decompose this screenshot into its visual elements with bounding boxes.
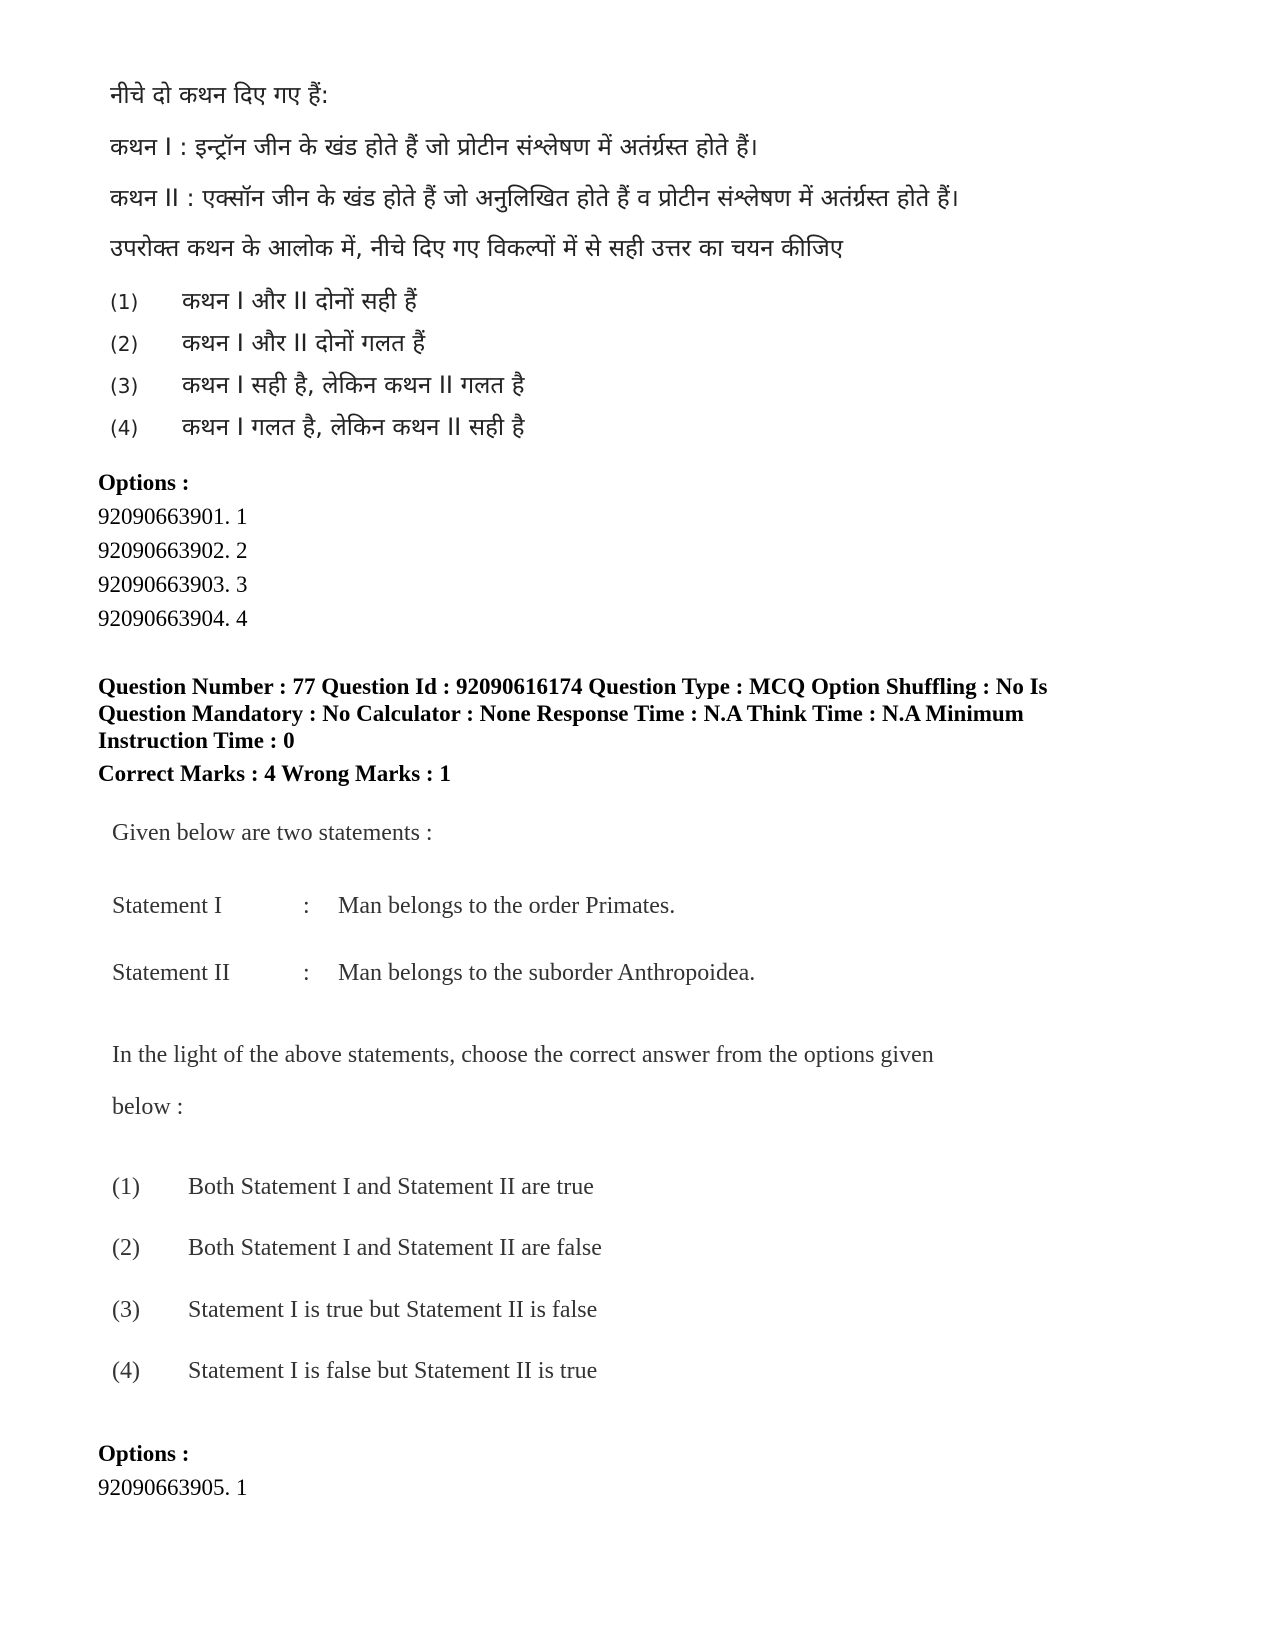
english-option-text: Both Statement I and Statement II are true xyxy=(188,1174,594,1200)
hindi-option-number: (1) xyxy=(110,290,139,314)
option-item: 92090663903. 3 xyxy=(98,572,248,597)
hindi-option-text: कथन I और II दोनों सही हैं xyxy=(182,287,417,315)
statement-1-colon: : xyxy=(303,893,310,919)
hindi-option-number: (2) xyxy=(110,332,139,356)
hindi-option xyxy=(110,284,417,317)
options-list xyxy=(98,500,248,636)
question-marks: Correct Marks : 4 Wrong Marks : 1 xyxy=(98,761,451,786)
statement-2-text: Man belongs to the suborder Anthropoidea. xyxy=(338,960,756,986)
english-option-text: Statement I is true but Statement II is false xyxy=(188,1297,598,1323)
statement-2-label: Statement II xyxy=(112,960,230,986)
english-option-text: Statement I is false but Statement II is true xyxy=(188,1358,598,1384)
statement-1-text: Man belongs to the order Primates. xyxy=(338,893,676,919)
hindi-option xyxy=(110,410,524,443)
option-item: 92090663901. 1 xyxy=(98,504,248,529)
statement-1-label: Statement I xyxy=(112,893,222,919)
hindi-intro: नीचे दो कथन दिए गए हैं: xyxy=(110,81,329,109)
option-item: 92090663904. 4 xyxy=(98,606,248,631)
english-instruction-line-2: below : xyxy=(112,1094,184,1120)
english-option-number: (4) xyxy=(112,1358,140,1384)
hindi-option-number: (3) xyxy=(110,374,139,398)
english-intro: Given below are two statements : xyxy=(112,820,433,846)
english-option-number: (2) xyxy=(112,1235,140,1261)
hindi-statement-1: कथन I : इन्ट्रॉन जीन के खंड होते हैं जो प्रोटीन संश्लेषण में अतंर्ग्रस्त होते हैं। xyxy=(110,133,758,161)
english-option-number: (3) xyxy=(112,1297,140,1323)
question-meta-line-2: Question Mandatory : No Calculator : None Response Time : N.A Think Time : N.A Minimum xyxy=(98,701,1024,726)
hindi-statement-2: कथन II : एक्सॉन जीन के खंड होते हैं जो अनुलिखित होते हैं व प्रोटीन संश्लेषण में अतंर्ग्रस्त होते हैं। xyxy=(110,184,959,212)
question-meta-line-3: Instruction Time : 0 xyxy=(98,728,295,753)
hindi-instruction: उपरोक्त कथन के आलोक में, नीचे दिए गए विकल्पों में से सही उत्तर का चयन कीजिए xyxy=(110,234,844,262)
hindi-option xyxy=(110,326,425,359)
hindi-option-text: कथन I और II दोनों गलत हैं xyxy=(182,329,426,357)
hindi-option-number: (4) xyxy=(110,416,139,440)
statement-2-colon: : xyxy=(303,960,310,986)
options-heading: Options : xyxy=(98,1441,190,1466)
option-item: 92090663902. 2 xyxy=(98,538,248,563)
english-option-text: Both Statement I and Statement II are false xyxy=(188,1235,602,1261)
options-list xyxy=(98,1471,248,1505)
hindi-option-text: कथन I गलत है, लेकिन कथन II सही है xyxy=(182,413,525,441)
option-item: 92090663905. 1 xyxy=(98,1475,248,1500)
english-option-number: (1) xyxy=(112,1174,140,1200)
english-instruction-line-1: In the light of the above statements, choose the correct answer from the options given xyxy=(112,1042,934,1068)
hindi-option xyxy=(110,368,524,401)
hindi-option-text: कथन I सही है, लेकिन कथन II गलत है xyxy=(182,371,525,399)
options-heading: Options : xyxy=(98,470,190,495)
question-meta-line-1: Question Number : 77 Question Id : 92090616174 Question Type : MCQ Option Shuffling : No Is xyxy=(98,674,1048,699)
